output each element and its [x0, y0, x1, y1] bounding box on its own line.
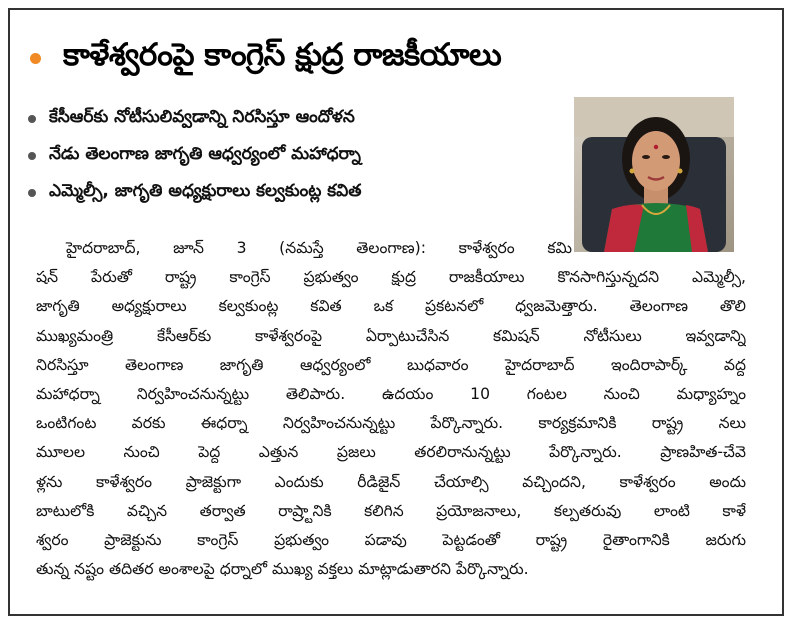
- body-line: ముఖ్యమంత్రి కేసీఆర్‌కు కాళేశ్వరంపై ఏర్పాటుచేసిన కమిషన్‌ నోటీసులు ఇవ్వడాన్ని: [36, 326, 746, 345]
- body-line: నిరసిస్తూ తెలంగాణ జాగృతి ఆధ్వర్యంలో బుధవారం హైదరాబాద్‌ ఇందిరాపార్క్‌ వద్ద: [36, 355, 746, 374]
- bullet-icon: [28, 115, 36, 123]
- subhead-text: నేడు తెలంగాణ జాగృతి ఆధ్వర్యంలో మహాధర్నా: [49, 143, 361, 164]
- body-line: ళ్లను కాళేశ్వరం ప్రాజెక్టుగా ఎందుకు రీడిజైన్‌ చేయాల్సి వచ్చిందని, కాళేశ్వరం అందు: [36, 472, 746, 491]
- body-line: ఒంటిగంట వరకు ఈధర్నా నిర్వహించనున్నట్టు పేర్కొన్నారు. కార్యక్రమానికి రాష్ట్ర నలు: [36, 414, 746, 433]
- body-line: మూలల నుంచి పెద్ద ఎత్తున ప్రజలు తరలిరానున్నట్టు పేర్కొన్నారు. ప్రాణహిత-చేవె: [36, 443, 746, 462]
- headline: కాళేశ్వరంపై కాంగ్రెస్‌ క్షుద్ర రాజకీయాలు: [63, 36, 502, 73]
- subhead-item: [28, 137, 573, 174]
- subhead-text: కేసీఆర్‌కు నోటీసులివ్వడాన్ని నిరసిస్తూ ఆందోళన: [49, 106, 355, 127]
- body-line: బాటులోకి వచ్చిన తర్వాత రాష్ర్టానికి కలిగిన ప్రయోజనాలు, కల్పతరువు లాంటి కాళే: [36, 501, 746, 520]
- subheads-list: [28, 100, 573, 211]
- body-line: జాగృతి అధ్యక్షురాలు కల్వకుంట్ల కవిత ఒక ప్రకటనలో ధ్వజమెత్తారు. తెలంగాణ తొలి: [36, 297, 746, 316]
- bullet-icon: [28, 189, 36, 197]
- subhead-item: [28, 100, 573, 137]
- subhead-item: [28, 174, 573, 211]
- headline-bullet-icon: [30, 53, 41, 64]
- portrait-photo: [574, 97, 734, 252]
- body-line: శ్వరం ప్రాజెక్టును కాంగ్రెస్‌ ప్రభుత్వం పడావు పెట్టడంతో రాష్ట్ర రైతాంగానికి జరుగు: [36, 530, 746, 549]
- body-line: తున్న నష్టం తదితర అంశాలపై ధర్నాలో ముఖ్య వక్తలు మాట్లాడుతారని పేర్కొన్నారు.: [36, 560, 529, 579]
- portrait-illustration: [574, 97, 734, 252]
- subhead-text: ఎమ్మెల్సీ, జాగృతి అధ్యక్షురాలు కల్వకుంట్ల కవిత: [49, 180, 362, 201]
- body-line: మహాధర్నా నిర్వహించనున్నట్టు తెలిపారు. ఉదయం 10 గంటల నుంచి మధ్యాహ్నం: [36, 384, 746, 403]
- article-body: [36, 234, 746, 584]
- body-line: హైదరాబాద్‌, జూన్‌ 3 (నమస్తే తెలంగాణ): కాళేశ్వరం కమి: [66, 239, 572, 257]
- bullet-icon: [28, 152, 36, 160]
- headline-row: [30, 30, 770, 86]
- body-line: షన్‌ పేరుతో రాష్ట్ర కాంగ్రెస్‌ ప్రభుత్వం క్షుద్ర రాజకీయాలు కొనసాగిస్తున్నదని ఎమ్మెల్సీ,: [36, 268, 746, 287]
